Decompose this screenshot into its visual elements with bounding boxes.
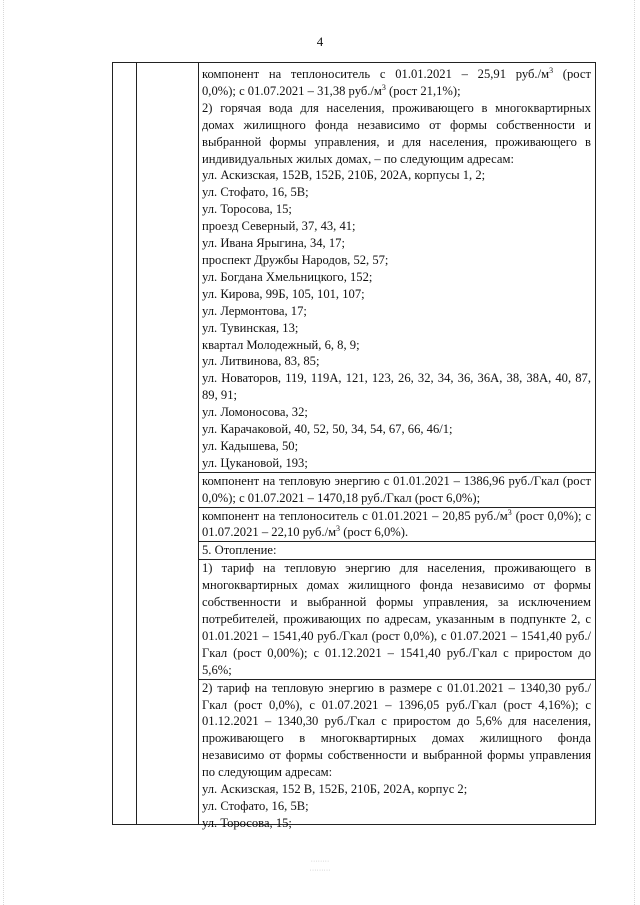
- column-divider-1: [136, 63, 137, 824]
- text-paragraph: ул. Ивана Ярыгина, 34, 17;: [202, 236, 345, 251]
- text-paragraph: ул. Лермонтова, 17;: [202, 303, 307, 318]
- text-paragraph: ул. Аскизская, 152 В, 152Б, 210Б, 202А, корпус 2;: [202, 782, 468, 797]
- text-paragraph: ул. Торосова, 15;: [202, 815, 292, 830]
- column-divider-2: [198, 63, 199, 824]
- text-paragraph: ул. Тувинская, 13;: [202, 320, 299, 335]
- text-paragraph: ул. Богдана Хмельницкого, 152;: [202, 269, 373, 284]
- text-paragraph: 2) тариф на тепловую энергию в размере с 01.01.2021 – 1340,30 руб./Гкал (рост 0,0%), с 01.07.2021 – 1396,05 руб./Гкал (рост 4,16%); с 01.12.2021 – 1340,30 руб./Гкал с приростом до 5,6% для населения, проживающего в многоквартирных домах жилищного фонда независимо от формы собственности и выбранной формы управления по следующим адресам:: [202, 680, 591, 780]
- scan-stamp: [0, 857, 640, 875]
- stamp-line-2: ·········: [309, 867, 331, 874]
- text-paragraph: ул. Стофато, 16, 5В;: [202, 185, 309, 200]
- scan-edge-right: [634, 0, 637, 905]
- tariff-description-cell: [202, 66, 591, 832]
- text-paragraph: квартал Молодежный, 6, 8, 9;: [202, 337, 360, 352]
- text-paragraph: компонент на теплоноситель с 01.01.2021 – 20,85 $руб./м^3$ (рост 0,0%); с 01.07.2021 – 22,10 $руб./м^3$ (рост 6,0%).: [202, 507, 591, 540]
- stamp-line-1: ········: [310, 858, 330, 865]
- tariff-table: [112, 62, 596, 830]
- text-paragraph: ул. Кирова, 99Б, 105, 101, 107;: [202, 286, 365, 301]
- text-paragraph: компонент на теплоноситель с 01.01.2021 – 25,91 $руб./м^3$ (рост: [202, 65, 592, 81]
- scan-edge-left: [3, 0, 6, 905]
- text-paragraph: ул. Новаторов, 119, 119А, 121, 123, 26, 32, 34, 36, 36А, 38, 38А, 40, 87, 89, 91;: [202, 371, 591, 403]
- text-paragraph: ул. Ломоносова, 32;: [202, 405, 308, 420]
- text-paragraph: ул. Торосова, 15;: [202, 202, 292, 217]
- text-paragraph: проезд Северный, 37, 43, 41;: [202, 219, 356, 234]
- text-paragraph: ул. Кадышева, 50;: [202, 438, 299, 453]
- text-paragraph: ул. Цукановой, 193;: [202, 455, 308, 470]
- text-paragraph: 0,0%); с 01.07.2021 – 31,38 $руб./м^3$ (рост 21,1%);: [202, 82, 461, 98]
- text-paragraph: ул. Литвинова, 83, 85;: [202, 354, 320, 369]
- text-paragraph: ул. Аскизская, 152В, 152Б, 210Б, 202А, корпусы 1, 2;: [202, 168, 486, 183]
- text-paragraph: 5. Отопление:: [202, 543, 277, 558]
- text-paragraph: компонент на тепловую энергию с 01.01.2021 – 1386,96 руб./Гкал (рост 0,0%); с 01.07.2021 – 1470,18 руб./Гкал (рост 6,0%);: [202, 473, 591, 505]
- text-paragraph: ул. Стофато, 16, 5В;: [202, 798, 309, 813]
- text-paragraph: 1) тариф на тепловую энергию для населения, проживающего в многоквартирных домах жилищного фонда независимо от формы собственности и выбранной формы управления, за исключением потребителей, проживающих по адресам, указанным в подпункте 2, с 01.01.2021 – 1541,40 руб./Гкал (рост 0,0%), с 01.07.2021 – 1541,40 руб./Гкал (рост 0,00%); с 01.12.2021 – 1541,40 руб./Гкал с приростом до 5,6%;: [202, 561, 591, 677]
- page-number: 4: [316, 34, 324, 49]
- text-paragraph: проспект Дружбы Народов, 52, 57;: [202, 252, 389, 267]
- text-paragraph: ул. Карачаковой, 40, 52, 50, 34, 54, 67, 66, 46/1;: [202, 422, 453, 437]
- text-paragraph: 2) горячая вода для населения, проживающего в многоквартирных домах жилищного фонда независимо от формы собственности и выбранной формы управления, и для населения, проживающего в индивидуальных жилых домах, – по следующим адресам:: [202, 100, 591, 166]
